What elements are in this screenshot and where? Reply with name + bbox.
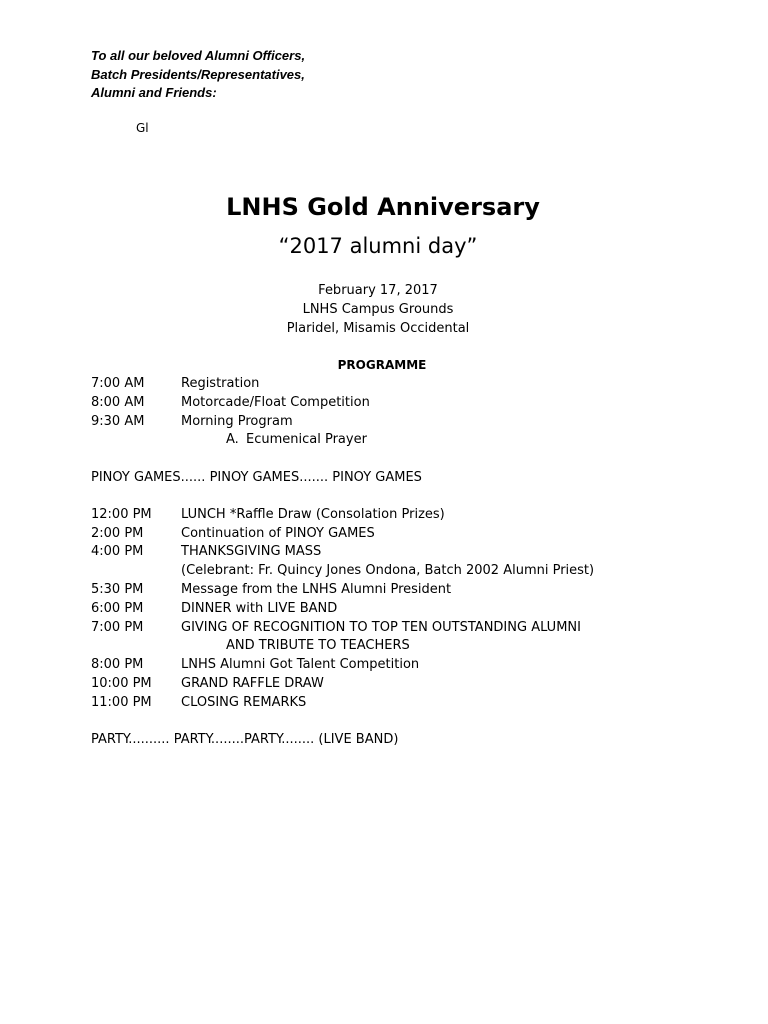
schedule-row [91,375,731,394]
event-info [0,281,768,338]
schedule-time: 8:00 AM [91,394,145,410]
schedule-row [91,543,731,562]
programme-schedule [91,375,731,750]
schedule-time: 4:00 PM [91,544,144,560]
schedule-row [91,600,731,619]
salutation [91,47,305,103]
schedule-row [91,675,731,694]
schedule-time: 7:00 AM [91,376,145,391]
programme-heading [0,357,768,374]
party-line: PARTY.......... PARTY........PARTY........ (LIVE BAND) [91,731,399,747]
schedule-time: 10:00 PM [91,675,152,691]
schedule-subitem [91,431,731,450]
schedule-activity: LUNCH *Raffle Draw (Consolation Prizes) [181,506,445,522]
schedule-activity-continued: AND TRIBUTE TO TEACHERS [226,638,410,654]
document-subtitle-text: “2017 alumni day” [278,234,478,258]
schedule-activity: Morning Program [181,413,293,429]
salutation-line: To all our beloved Alumni Officers, [91,48,306,63]
schedule-row [91,394,731,413]
schedule-row [91,525,731,544]
event-date: February 17, 2017 [318,283,438,298]
schedule-activity: LNHS Alumni Got Talent Competition [181,657,420,673]
games-line: PINOY GAMES...... PINOY GAMES....... PINOY GAMES [91,469,422,485]
schedule-time: 6:00 PM [91,600,144,616]
schedule-row-continued [91,637,731,656]
schedule-activity: (Celebrant: Fr. Quincy Jones Ondona, Batch 2002 Alumni Priest) [181,563,595,579]
schedule-row [91,506,731,525]
schedule-row [91,694,731,713]
schedule-row [91,413,731,432]
schedule-row [91,619,731,638]
document-subtitle [0,231,768,261]
schedule-row [91,581,731,600]
schedule-row [91,656,731,675]
list-marker: A. [226,432,239,448]
schedule-time: 7:00 PM [91,619,144,635]
schedule-activity: Motorcade/Float Competition [181,394,370,410]
schedule-activity: Message from the LNHS Alumni President [181,581,452,597]
schedule-time: 5:30 PM [91,581,144,597]
document-title-text: LNHS Gold Anniversary [226,193,540,221]
salutation-line: Batch Presidents/Representatives, [91,66,305,82]
event-venue: LNHS Campus Grounds [302,302,454,317]
schedule-activity: THANKSGIVING MASS [181,544,322,560]
schedule-activity: GIVING OF RECOGNITION TO TOP TEN OUTSTANDING ALUMNI [181,619,581,635]
schedule-time: 11:00 PM [91,694,152,710]
schedule-time: 9:30 AM [91,413,145,429]
schedule-time: 12:00 PM [91,506,152,522]
salutation-line: Alumni and Friends: [91,85,217,100]
schedule-activity: CLOSING REMARKS [181,694,307,710]
programme-heading-text: PROGRAMME [337,358,427,372]
schedule-row [91,562,731,581]
schedule-activity: DINNER with LIVE BAND [181,600,338,616]
schedule-activity: Registration [181,376,260,391]
schedule-activity: GRAND RAFFLE DRAW [181,675,324,691]
schedule-subitem-text: Ecumenical Prayer [246,432,367,448]
schedule-time: 8:00 PM [91,657,144,673]
event-location: Plaridel, Misamis Occidental [286,321,470,336]
schedule-time: 2:00 PM [91,525,144,541]
document-title [0,191,768,223]
schedule-subitem-content [226,431,367,450]
text-fragment: Gl [136,121,149,135]
schedule-activity: Continuation of PINOY GAMES [181,525,375,541]
